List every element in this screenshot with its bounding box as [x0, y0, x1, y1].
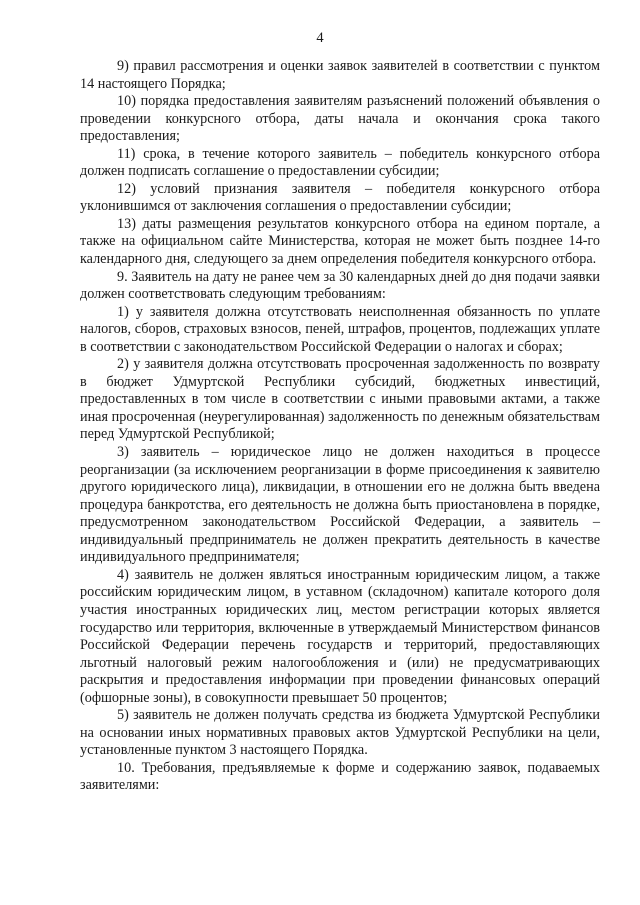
paragraph-requirement-1: 1) у заявителя должна отсутствовать неисполненная обязанность по уплате налогов, сборов, страховых взносов, пеней, штрафов, процентов, подлежащих уплате в соответствии с законодательством Российской Федерации о налогах и сборах; [80, 303, 600, 355]
page-number: 4 [316, 30, 324, 46]
paragraph-clause-10: 10. Требования, предъявляемые к форме и содержанию заявок, подаваемых заявителями: [80, 759, 600, 794]
paragraph-item-9: 9) правил рассмотрения и оценки заявок заявителей в соответствии с пунктом 14 настоящего Порядка; [80, 58, 600, 92]
paragraph-item-12: 12) условий признания заявителя – победителя конкурсного отбора уклонившимся от заключения соглашения о предоставлении субсидии; [80, 180, 600, 215]
paragraph-item-10: 10) порядка предоставления заявителям разъяснений положений объявления о проведении конкурсного отбора, даты начала и окончания срока такого предоставления; [80, 93, 600, 145]
paragraph-requirement-2: 2) у заявителя должна отсутствовать просроченная задолженность по возврату в бюджет Удмуртской Республики субсидий, бюджетных инвестиций, предоставленных в том числе в соответствии с иными правовыми актами, а также иная просроченная (неурегулированная) задолженность по денежным обязательствам перед Удмуртской Республикой; [80, 356, 600, 443]
paragraph-requirement-3: 3) заявитель – юридическое лицо не должен находиться в процессе реорганизации (за исключением реорганизации в форме присоединения к заявителю другого юридического лица), ликвидации, в отношении его не должна быть введена процедура банкротства, его деятельность не должна быть приостановлена в порядке, предусмотренном законодательством Российской Федерации, а заявитель – индивидуальный предприниматель не должен прекратить деятельность в качестве индивидуального предпринимателя; [80, 444, 600, 566]
paragraph-clause-9: 9. Заявитель на дату не ранее чем за 30 календарных дней до дня подачи заявки должен соответствовать следующим требованиям: [80, 268, 600, 303]
paragraph-requirement-5: 5) заявитель не должен получать средства из бюджета Удмуртской Республики на основании иных нормативных правовых актов Удмуртской Республики на цели, установленные пунктом 3 настоящего Порядка. [80, 707, 600, 759]
document-body [80, 58, 600, 795]
paragraph-item-11: 11) срока, в течение которого заявитель – победитель конкурсного отбора должен подписать соглашение о предоставлении субсидии; [80, 145, 600, 180]
paragraph-requirement-4: 4) заявитель не должен являться иностранным юридическим лицом, а также российским юридическим лицом, в уставном (складочном) капитале которого доля участия иностранных юридических лиц, местом регистрации которых является государство или территория, включенные в утверждаемый Министерством финансов Российской Федерации перечень государств и территорий, предоставляющих льготный налоговый режим налогообложения и (или) не предусматривающих раскрытия и предоставления информации при проведении финансовых операций (офшорные зоны), в совокупности превышает 50 процентов; [80, 566, 600, 706]
paragraph-item-13: 13) даты размещения результатов конкурсного отбора на едином портале, а также на официальном сайте Министерства, которая не может быть позднее 14-го календарного дня, следующего за днем определения победителя конкурсного отбора. [80, 215, 600, 268]
